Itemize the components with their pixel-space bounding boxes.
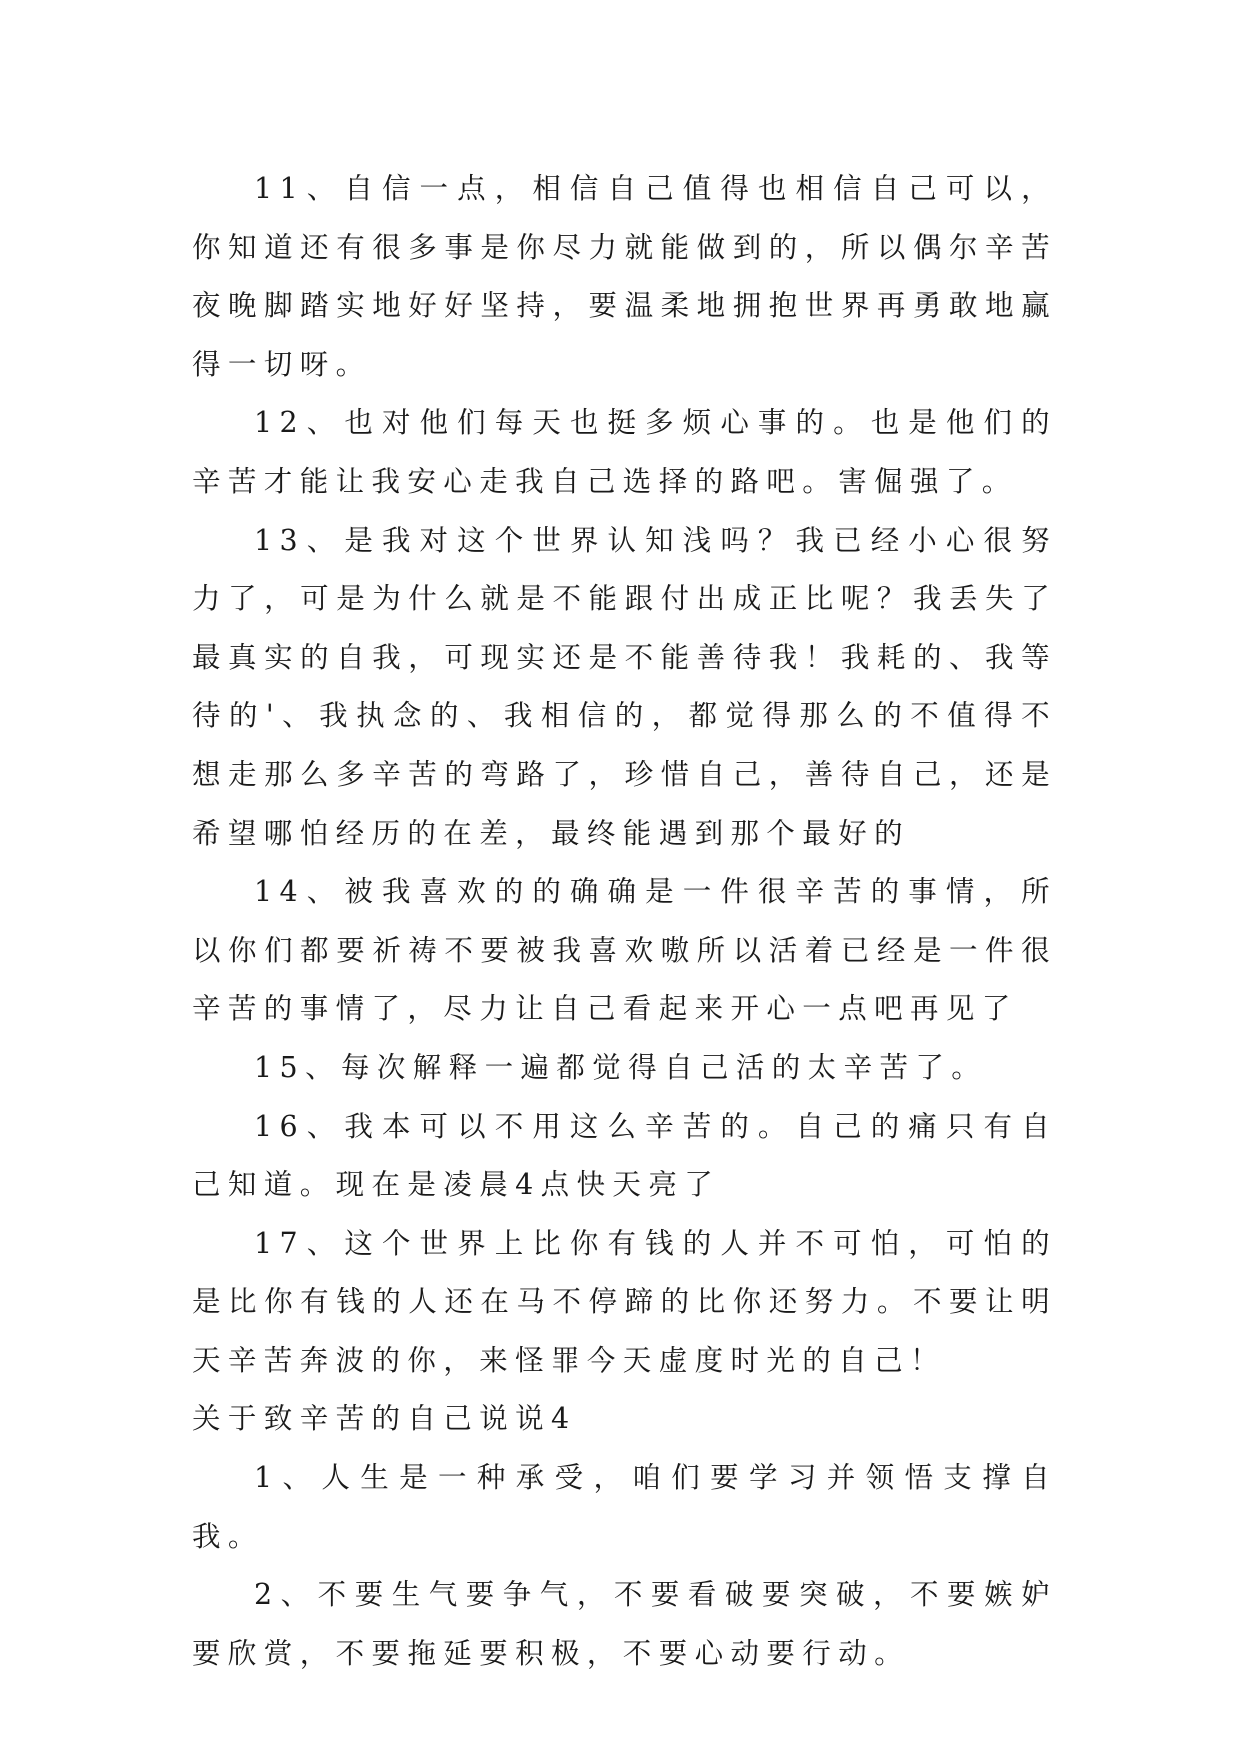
paragraph-11: 11、自信一点，相信自己值得也相信自己可以，你知道还有很多事是你尽力就能做到的，所以偶尔辛苦夜晚脚踏实地好好坚持，要温柔地拥抱世界再勇敢地赢得一切呀。 — [192, 172, 1057, 381]
paragraph-12: 12、也对他们每天也挺多烦心事的。也是他们的辛苦才能让我安心走我自己选择的路吧。害倔强了。 — [192, 406, 1057, 498]
section-heading: 关于致辛苦的自己说说4 — [192, 1402, 577, 1436]
section-paragraph-2: 2、不要生气要争气，不要看破要突破，不要嫉妒要欣赏，不要拖延要积极，不要心动要行动。 — [192, 1578, 1057, 1670]
paragraph-15: 15、每次解释一遍都觉得自己活的太辛苦了。 — [254, 1050, 988, 1084]
paragraph-13: 13、是我对这个世界认知浅吗？我已经小心很努力了，可是为什么就是不能跟付出成正比呢？我丢失了最真实的自我，可现实还是不能善待我！我耗的、我等待的'、我执念的、我相信的，都觉得那么的不值得不想走那么多辛苦的弯路了，珍惜自己，善待自己，还是希望哪怕经历的在差，最终能遇到那个最好的 — [192, 523, 1057, 850]
paragraph-17: 17、这个世界上比你有钱的人并不可怕，可怕的是比你有钱的人还在马不停蹄的比你还努力。不要让明天辛苦奔波的你，来怪罪今天虚度时光的自己！ — [192, 1226, 1057, 1377]
paragraph-14: 14、被我喜欢的的确确是一件很辛苦的事情，所以你们都要祈祷不要被我喜欢嗷所以活着已经是一件很辛苦的事情了，尽力让自己看起来开心一点吧再见了 — [192, 875, 1057, 1026]
section-paragraph-1: 1、人生是一种承受，咱们要学习并领悟支撑自我。 — [192, 1461, 1057, 1553]
document-body — [192, 160, 1057, 1683]
paragraph-16: 16、我本可以不用这么辛苦的。自己的痛只有自己知道。现在是凌晨4点快天亮了 — [192, 1109, 1057, 1202]
